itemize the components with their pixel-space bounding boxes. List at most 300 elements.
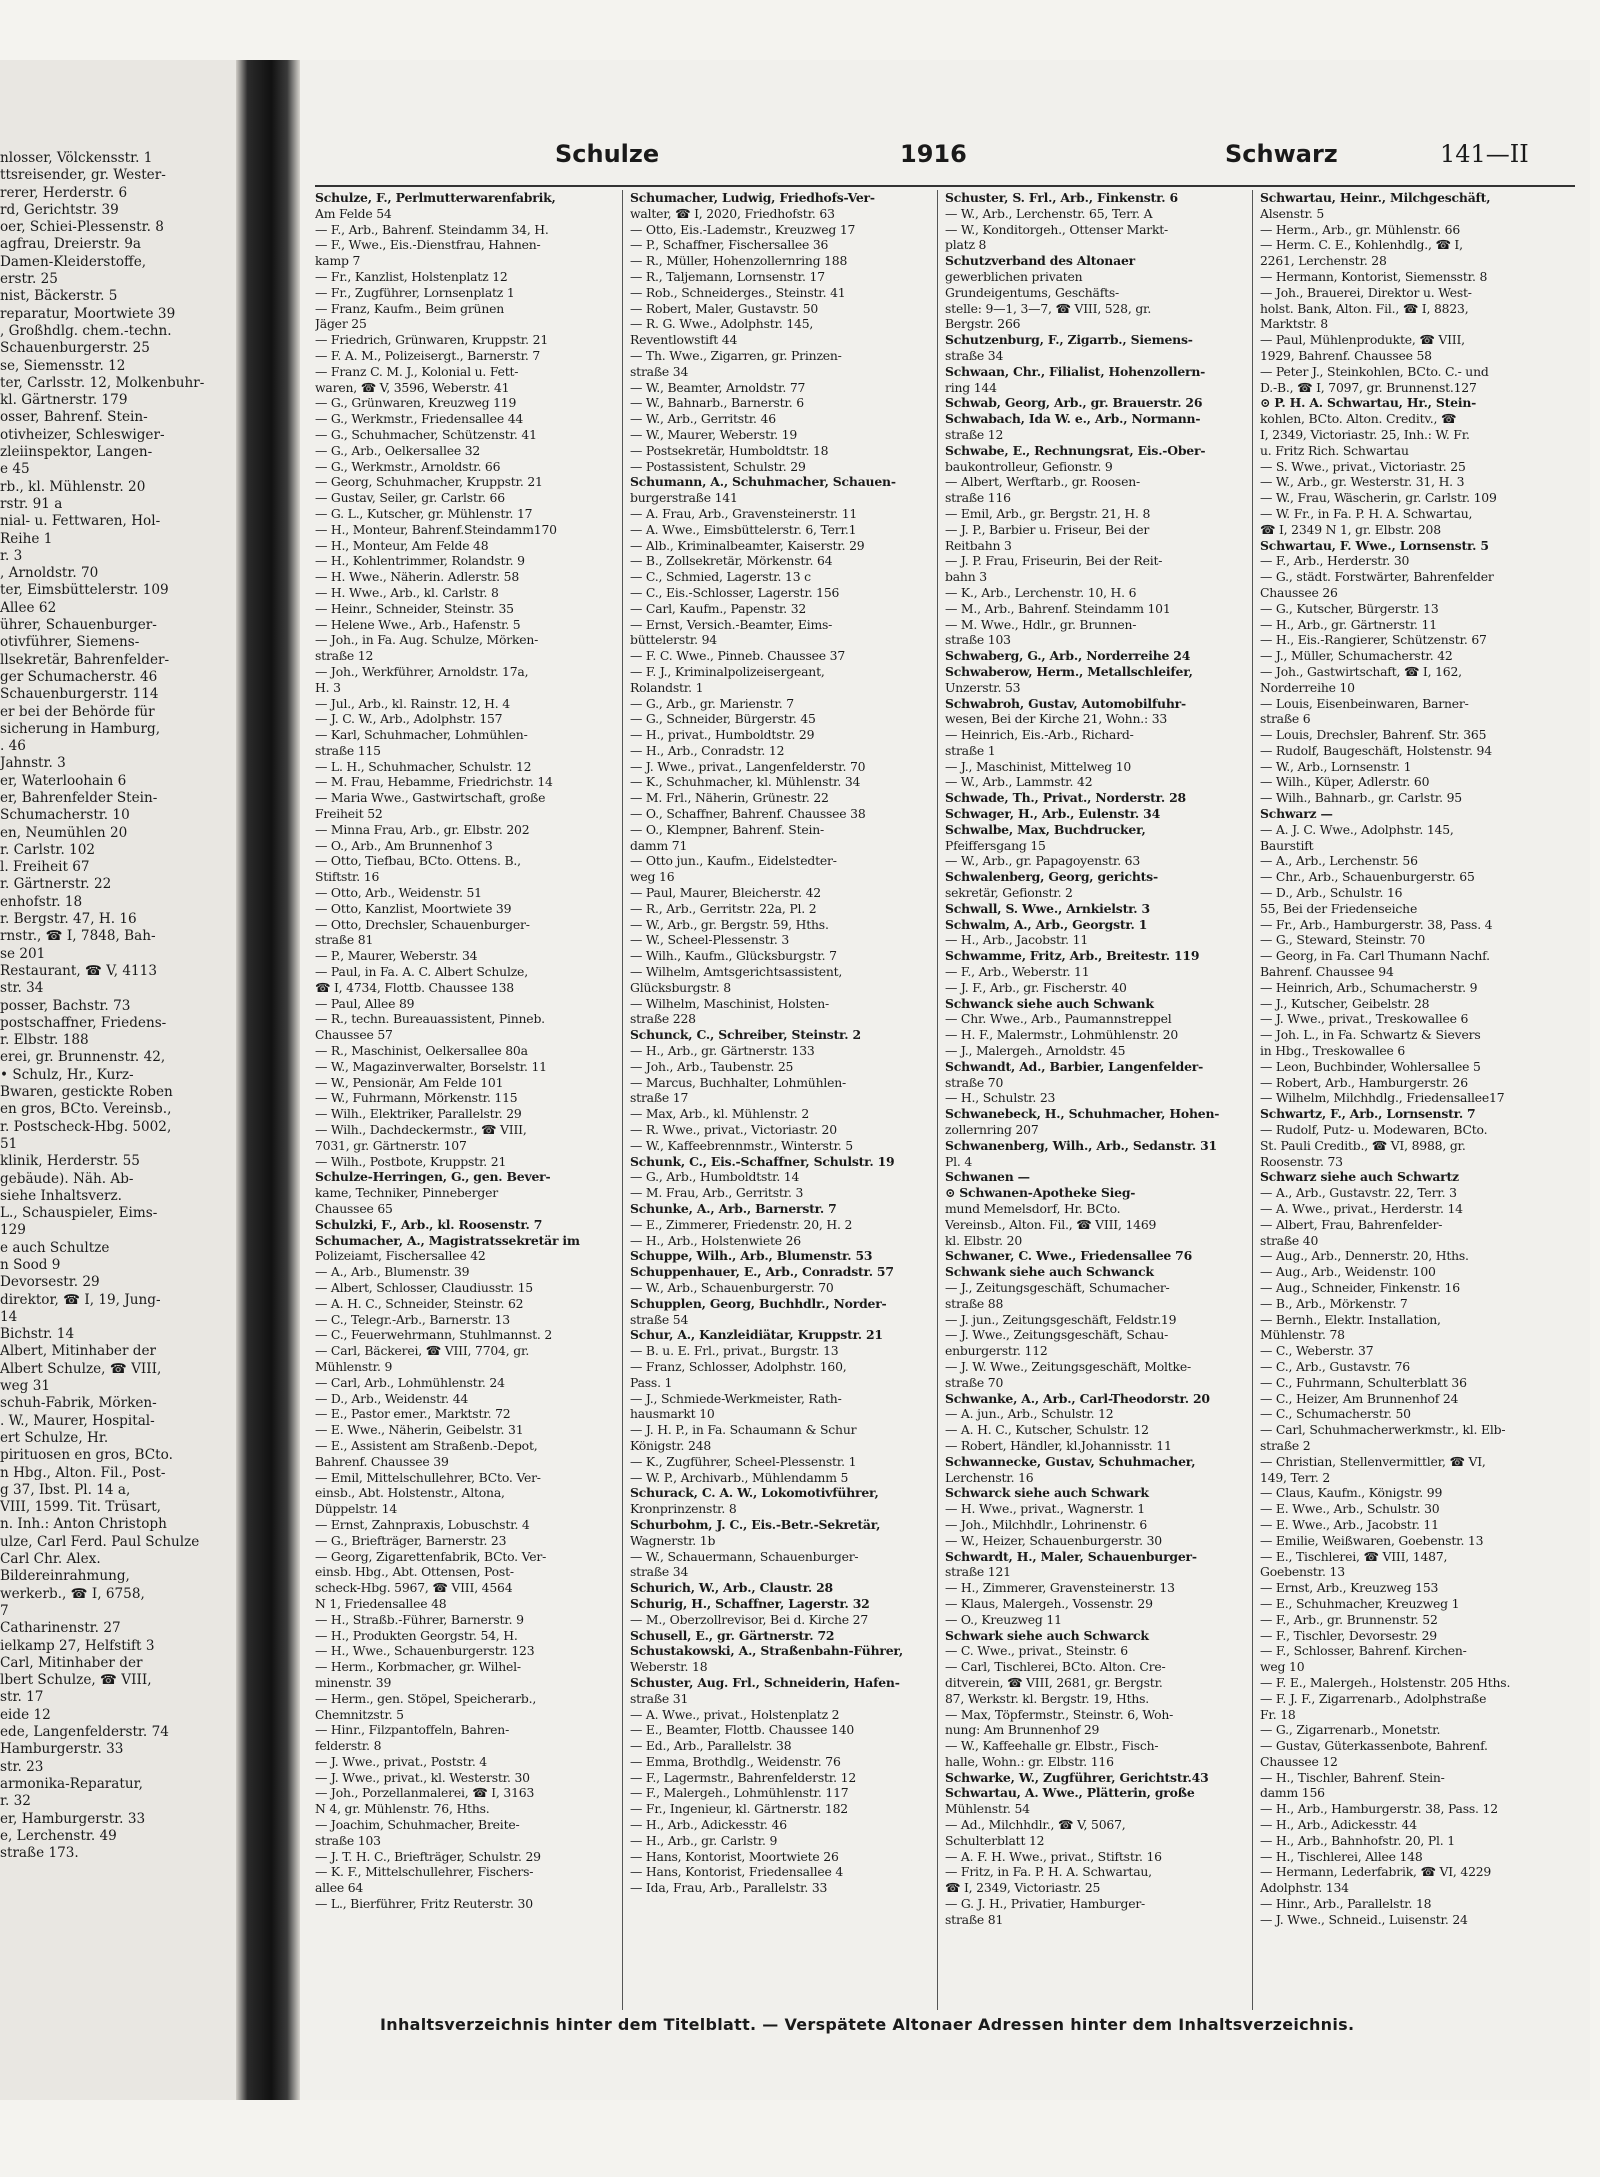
- directory-entry-line: 1929, Bahrenf. Chaussee 58: [1260, 347, 1432, 363]
- directory-entry-line: — M. Frau, Hebamme, Friedrichstr. 14: [315, 774, 553, 790]
- directory-entry-line: Schulze-Herringen, G., gen. Bever-: [315, 1169, 551, 1185]
- left-page-line: . W., Maurer, Hospital-: [0, 1412, 155, 1429]
- directory-entry-line: weg 16: [630, 869, 675, 885]
- directory-entry-line: — S. Wwe., privat., Victoriastr. 25: [1260, 458, 1466, 474]
- directory-entry-line: — J. Wwe., privat., Langenfelderstr. 70: [630, 758, 866, 774]
- directory-entry-line: — B., Arb., Mörkenstr. 7: [1260, 1295, 1408, 1311]
- left-page-line: str. 34: [0, 980, 44, 997]
- directory-entry-line: — Peter J., Steinkohlen, BCto. C.- und: [1260, 363, 1489, 379]
- directory-entry-line: I, 2349, Victoriastr. 25, Inh.: W. Fr.: [1260, 426, 1470, 442]
- directory-entry-line: — A., Arb., Lerchenstr. 56: [1260, 853, 1418, 869]
- left-page-line: erstr. 25: [0, 271, 58, 288]
- directory-entry-line: — J., Zeitungsgeschäft, Schumacher-: [945, 1279, 1170, 1295]
- directory-entry-line: straße 81: [945, 1911, 1004, 1927]
- directory-entry-line: Schumacher, A., Magistratssekretär im: [315, 1232, 580, 1248]
- directory-entry-line: — R., Taljemann, Lornsenstr. 17: [630, 268, 825, 284]
- directory-entry-line: — H., Kohlentrimmer, Rolandstr. 9: [315, 553, 525, 569]
- directory-entry-line: 87, Werkstr. kl. Bergstr. 19, Hths.: [945, 1690, 1150, 1706]
- directory-entry-line: Schunke, A., Arb., Barnerstr. 7: [630, 1201, 837, 1216]
- directory-entry-line: Schumann, A., Schuhmacher, Schauen-: [630, 474, 896, 490]
- left-page-line: Allee 62: [0, 599, 57, 616]
- directory-entry-line: — Joh., in Fa. Aug. Schulze, Mörken-: [315, 632, 539, 648]
- directory-entry-line: Königstr. 248: [630, 1437, 712, 1453]
- directory-entry-line: — Otto, Arb., Weidenstr. 51: [315, 885, 482, 901]
- directory-entry-line: — G., Schneider, Bürgerstr. 45: [630, 711, 816, 727]
- directory-entry-line: — Albert, Frau, Bahrenfelder-: [1260, 1216, 1443, 1232]
- directory-entry-line: straße 116: [945, 490, 1011, 506]
- left-page-line: nlosser, Völckensstr. 1: [0, 150, 153, 166]
- left-page-line: posser, Bachstr. 73: [0, 997, 131, 1014]
- page-header: [300, 140, 1590, 180]
- directory-entry-line: — E., Pastor emer., Marktstr. 72: [315, 1406, 511, 1422]
- directory-entry-line: straße 31: [630, 1690, 689, 1706]
- left-page-line: n Hbg., Alton. Fil., Post-: [0, 1464, 166, 1481]
- left-page-line: reparatur, Moortwiete 39: [0, 305, 176, 322]
- directory-entry-line: — Robert, Händler, kl.Johannisstr. 11: [945, 1437, 1172, 1453]
- directory-entry-line: — Paul, Allee 89: [315, 995, 415, 1011]
- left-page-line: gebäude). Näh. Ab-: [0, 1170, 134, 1187]
- left-page-line: n. Inh.: Anton Christoph: [0, 1516, 167, 1533]
- left-page-line: 14: [0, 1308, 18, 1325]
- directory-entry-line: — A., Arb., Blumenstr. 39: [315, 1264, 470, 1280]
- directory-entry-line: — G., Schuhmacher, Schützenstr. 41: [315, 426, 537, 442]
- directory-entry-line: Bergstr. 266: [945, 316, 1021, 332]
- directory-entry-line: — Albert, Schlosser, Claudiusstr. 15: [315, 1279, 533, 1295]
- directory-entry-line: Chemnitzstr. 5: [315, 1706, 404, 1722]
- directory-entry-line: — L. H., Schuhmacher, Schulstr. 12: [315, 758, 532, 774]
- directory-entry-line: — Gustav, Güterkassenbote, Bahrenf.: [1260, 1738, 1488, 1754]
- left-page-line: Carl, Mitinhaber der: [0, 1654, 143, 1671]
- directory-entry-line: — K. F., Mittelschullehrer, Fischers-: [315, 1864, 534, 1880]
- directory-entry-line: enburgerstr. 112: [945, 1343, 1048, 1359]
- directory-entry-line: — Otto jun., Kaufm., Eidelstedter-: [630, 853, 837, 869]
- directory-entry-line: — C., Heizer, Am Brunnenhof 24: [1260, 1390, 1459, 1406]
- directory-entry-line: — H., Arb., Conradstr. 12: [630, 742, 785, 758]
- directory-entry-line: — W., Magazinverwalter, Borselstr. 11: [315, 1058, 547, 1074]
- directory-entry-line: — Th. Wwe., Zigarren, gr. Prinzen-: [630, 347, 842, 363]
- left-page-line: r. Carlstr. 102: [0, 841, 96, 858]
- directory-entry-line: Baurstift: [1260, 837, 1314, 853]
- directory-entry-line: Schwaan, Chr., Filialist, Hohenzollern-: [945, 363, 1206, 379]
- directory-entry-line: — E., Assistent am Straßenb.-Depot,: [315, 1437, 538, 1453]
- directory-entry-line: — W., Konditorgeh., Ottenser Markt-: [945, 221, 1169, 237]
- directory-entry-line: — Chr. Wwe., Arb., Paumannstreppel: [945, 1011, 1172, 1027]
- directory-entry-line: — Fr., Arb., Hamburgerstr. 38, Pass. 4: [1260, 916, 1493, 932]
- directory-entry-line: Schwalbe, Max, Buchdrucker,: [945, 821, 1146, 837]
- directory-entry-line: — R. Wwe., privat., Victoriastr. 20: [630, 1122, 837, 1138]
- directory-entry-line: — A., Arb., Gustavstr. 22, Terr. 3: [1260, 1185, 1457, 1201]
- directory-entry-line: Schusell, E., gr. Gärtnerstr. 72: [630, 1627, 835, 1643]
- left-page-line: ert Schulze, Hr.: [0, 1429, 109, 1446]
- directory-entry-line: holst. Bank, Alton. Fil., ☎ I, 8823,: [1260, 300, 1469, 316]
- directory-entry-line: straße 2: [1260, 1437, 1311, 1453]
- directory-entry-line: — Rudolf, Baugeschäft, Holstenstr. 94: [1260, 742, 1492, 758]
- directory-entry-line: — Heinrich, Arb., Schumacherstr. 9: [1260, 979, 1478, 995]
- directory-entry-line: — W., Heizer, Schauenburgerstr. 30: [945, 1532, 1162, 1548]
- directory-entry-line: damm 71: [630, 837, 688, 853]
- left-page-line: Bichstr. 14: [0, 1326, 75, 1343]
- left-page-line: Bildereinrahmung,: [0, 1568, 130, 1585]
- left-page-line: oer, Schiei-Plessenstr. 8: [0, 219, 164, 236]
- directory-entry-line: — O., Arb., Am Brunnenhof 3: [315, 837, 493, 853]
- directory-entry-line: — G., Arb., Humboldtstr. 14: [630, 1169, 800, 1185]
- directory-entry-line: — Aug., Arb., Weidenstr. 100: [1260, 1264, 1436, 1280]
- directory-entry-line: — Joachim, Schuhmacher, Breite-: [315, 1817, 520, 1833]
- directory-column-1: [315, 190, 620, 1912]
- directory-entry-line: — H., Arb., Holstenwiete 26: [630, 1232, 801, 1248]
- directory-entry-line: — R. G. Wwe., Adolphstr. 145,: [630, 316, 814, 332]
- directory-entry-line: — W., Arb., Lammstr. 42: [945, 774, 1093, 790]
- directory-entry-line: — C., Weberstr. 37: [1260, 1343, 1374, 1359]
- directory-entry-line: — L., Bierführer, Fritz Reuterstr. 30: [315, 1896, 533, 1912]
- directory-entry-line: — Joh., Werkführer, Arnoldstr. 17a,: [315, 663, 529, 679]
- directory-entry-line: — C., Feuerwehrmann, Stuhlmannst. 2: [315, 1327, 553, 1343]
- directory-entry-line: — Rob., Schneiderges., Steinstr. 41: [630, 284, 846, 300]
- left-page-line: werkerb., ☎ I, 6758,: [0, 1585, 145, 1602]
- directory-entry-line: Schwarke, W., Zugführer, Gerichtstr.43: [945, 1769, 1209, 1785]
- left-page-line: r. 32: [0, 1793, 31, 1810]
- directory-entry-line: — K., Zugführer, Scheel-Plessenstr. 1: [630, 1453, 857, 1469]
- left-page-line: osser, Bahrenf. Stein-: [0, 409, 148, 426]
- directory-column-2: [630, 190, 935, 1896]
- directory-entry-line: burgerstraße 141: [630, 490, 738, 506]
- directory-entry-line: — W., Frau, Wäscherin, gr. Carlstr. 109: [1260, 490, 1497, 506]
- directory-entry-line: ⊙ P. H. A. Schwartau, Hr., Stein-: [1260, 395, 1477, 411]
- directory-entry-line: — Otto, Eis.-Lademstr., Kreuzweg 17: [630, 221, 856, 237]
- directory-entry-line: — A. H. C., Kutscher, Schulstr. 12: [945, 1422, 1149, 1438]
- directory-entry-line: — J. F., Arb., gr. Fischerstr. 40: [945, 979, 1127, 995]
- left-page-line: r. Elbstr. 188: [0, 1032, 89, 1049]
- directory-entry-line: — O., Klempner, Bahrenf. Stein-: [630, 821, 825, 837]
- directory-entry-line: — W. Fr., in Fa. P. H. A. Schwartau,: [1260, 505, 1473, 521]
- left-page-line: eide 12: [0, 1706, 51, 1723]
- directory-entry-line: — Max, Arb., kl. Mühlenstr. 2: [630, 1106, 810, 1122]
- directory-entry-line: Schutzverband des Altonaer: [945, 253, 1135, 269]
- directory-entry-line: Schwardt, H., Maler, Schauenburger-: [945, 1548, 1197, 1564]
- directory-entry-line: — Emil, Arb., gr. Bergstr. 21, H. 8: [945, 505, 1151, 521]
- left-page-line: Catharinenstr. 27: [0, 1620, 121, 1637]
- directory-entry-line: ☎ I, 4734, Flottb. Chaussee 138: [315, 979, 514, 995]
- directory-entry-line: straße 12: [315, 648, 374, 664]
- directory-entry-line: — Robert, Arb., Hamburgerstr. 26: [1260, 1074, 1468, 1090]
- left-page-line: straße 173.: [0, 1845, 79, 1862]
- directory-entry-line: — Ernst, Zahnpraxis, Lobuschstr. 4: [315, 1516, 530, 1532]
- left-page-line: str. 17: [0, 1689, 44, 1706]
- directory-entry-line: Schwalm, A., Arb., Georgstr. 1: [945, 916, 1148, 932]
- directory-entry-line: — H., privat., Humboldtstr. 29: [630, 727, 815, 743]
- directory-entry-line: — H., Tischlerei, Allee 148: [1260, 1848, 1423, 1864]
- directory-entry-line: straße 115: [315, 742, 381, 758]
- directory-entry-line: Chaussee 26: [1260, 584, 1338, 600]
- directory-entry-line: — Robert, Maler, Gustavstr. 50: [630, 300, 819, 316]
- directory-entry-line: Schwarck siehe auch Schwark: [945, 1485, 1149, 1501]
- directory-entry-line: 2261, Lerchenstr. 28: [1260, 253, 1387, 269]
- directory-entry-line: — C., Schmied, Lagerstr. 13 c: [630, 569, 811, 585]
- directory-entry-line: weg 10: [1260, 1659, 1305, 1675]
- directory-entry-line: Reitbahn 3: [945, 537, 1012, 553]
- directory-entry-line: St. Pauli Creditb., ☎ VI, 8988, gr.: [1260, 1137, 1466, 1153]
- directory-entry-line: — H., Arb., Adickesstr. 46: [630, 1817, 787, 1833]
- left-page-line: ulze, Carl Ferd. Paul Schulze: [0, 1533, 200, 1550]
- directory-entry-line: — A. Wwe., privat., Herderstr. 14: [1260, 1201, 1463, 1216]
- left-page-line: zleiinspektor, Langen-: [0, 444, 153, 461]
- directory-entry-line: — H. Wwe., privat., Wagnerstr. 1: [945, 1501, 1145, 1517]
- left-page-line: L., Schauspieler, Eims-: [0, 1205, 158, 1222]
- directory-entry-line: Schwab, Georg, Arb., gr. Brauerstr. 26: [945, 395, 1203, 411]
- directory-entry-line: straße 40: [1260, 1232, 1319, 1248]
- directory-entry-line: Chaussee 57: [315, 1027, 393, 1043]
- directory-entry-line: — J. Wwe., privat., Treskowallee 6: [1260, 1011, 1469, 1027]
- directory-entry-line: — E., Schuhmacher, Kreuzweg 1: [1260, 1595, 1460, 1611]
- directory-entry-line: — Paul, Mühlenprodukte, ☎ VIII,: [1260, 332, 1465, 348]
- directory-entry-line: — Joh., Brauerei, Direktor u. West-: [1260, 284, 1472, 300]
- directory-entry-line: — Fr., Zugführer, Lornsenplatz 1: [315, 284, 515, 300]
- left-page-line: pirituosen en gros, BCto.: [0, 1447, 173, 1464]
- directory-entry-line: — H., Arb., Hamburgerstr. 38, Pass. 12: [1260, 1801, 1498, 1817]
- directory-entry-line: — W., Fuhrmann, Mörkenstr. 115: [315, 1090, 518, 1106]
- directory-entry-line: — B. u. E. Frl., privat., Burgstr. 13: [630, 1343, 839, 1359]
- directory-entry-line: Schwarz siehe auch Schwartz: [1260, 1169, 1459, 1185]
- directory-entry-line: — W., Kaffeehalle gr. Elbstr., Fisch-: [945, 1738, 1159, 1754]
- directory-entry-line: — B., Zollsekretär, Mörkenstr. 64: [630, 553, 833, 569]
- directory-entry-line: — Fritz, in Fa. P. H. A. Schwartau,: [945, 1864, 1152, 1880]
- directory-entry-line: Schwank siehe auch Schwanck: [945, 1264, 1154, 1280]
- directory-entry-line: — Jul., Arb., kl. Rainstr. 12, H. 4: [315, 695, 510, 711]
- directory-entry-line: — Hinr., Filzpantoffeln, Bahren-: [315, 1722, 510, 1738]
- directory-entry-line: — Karl, Schuhmacher, Lohmühlen-: [315, 727, 528, 743]
- left-page-line: str. 23: [0, 1758, 44, 1775]
- directory-entry-line: kamp 7: [315, 253, 361, 269]
- left-page-line: er, Waterloohain 6: [0, 772, 127, 789]
- directory-entry-line: straße 103: [945, 632, 1011, 648]
- directory-entry-line: — Chr., Arb., Schauenburgerstr. 65: [1260, 869, 1475, 885]
- directory-entry-line: — A. H. C., Schneider, Steinstr. 62: [315, 1295, 524, 1311]
- directory-entry-line: ⊙ Schwanen-Apotheke Sieg-: [945, 1185, 1136, 1201]
- directory-entry-line: — H. Wwe., Arb., kl. Carlstr. 8: [315, 584, 499, 600]
- directory-entry-line: — F. A. M., Polizeisergt., Barnerstr. 7: [315, 347, 541, 363]
- directory-entry-line: — G., Grünwaren, Kreuzweg 119: [315, 395, 517, 411]
- directory-entry-line: Pfeiffersgang 15: [945, 837, 1046, 853]
- directory-entry-line: — Fr., Kanzlist, Holstenplatz 12: [315, 268, 508, 284]
- directory-entry-line: — Wilh., Postbote, Kruppstr. 21: [315, 1153, 507, 1169]
- directory-entry-line: — G., Zigarrenarb., Monetstr.: [1260, 1722, 1441, 1738]
- directory-entry-line: Mühlenstr. 9: [315, 1358, 393, 1374]
- directory-entry-line: Schumacher, Ludwig, Friedhofs-Ver-: [630, 190, 875, 205]
- directory-entry-line: — J., Kutscher, Geibelstr. 28: [1260, 995, 1430, 1011]
- directory-entry-line: Schwanenberg, Wilh., Arb., Sedanstr. 31: [945, 1137, 1217, 1153]
- directory-entry-line: straße 121: [945, 1564, 1011, 1580]
- directory-entry-line: — Hermann, Kontorist, Siemensstr. 8: [1260, 268, 1488, 284]
- directory-entry-line: — O., Schaffner, Bahrenf. Chaussee 38: [630, 806, 866, 822]
- directory-entry-line: — Hermann, Lederfabrik, ☎ VI, 4229: [1260, 1864, 1492, 1880]
- directory-entry-line: — Gustav, Seiler, gr. Carlstr. 66: [315, 490, 505, 506]
- directory-entry-line: — Ida, Frau, Arb., Parallelstr. 33: [630, 1880, 828, 1896]
- directory-entry-line: — J. Wwe., Schneid., Luisenstr. 24: [1260, 1911, 1468, 1927]
- directory-entry-line: — P., Maurer, Weberstr. 34: [315, 948, 478, 964]
- directory-entry-line: Bahrenf. Chaussee 39: [315, 1453, 449, 1469]
- directory-entry-line: — D., Arb., Schulstr. 16: [1260, 885, 1403, 901]
- directory-entry-line: — Wilh., Kaufm., Glücksburgstr. 7: [630, 948, 837, 964]
- left-page-line: r. Bergstr. 47, H. 16: [0, 911, 137, 928]
- directory-entry-line: — Joh., Porzellanmalerei, ☎ I, 3163: [315, 1785, 535, 1801]
- directory-entry-line: — Louis, Eisenbeinwaren, Barner-: [1260, 695, 1469, 711]
- directory-entry-line: — Carl, Arb., Lohmühlenstr. 24: [315, 1374, 505, 1390]
- directory-entry-line: — E., Tischlerei, ☎ VIII, 1487,: [1260, 1548, 1448, 1564]
- directory-entry-line: — Aug., Schneider, Finkenstr. 16: [1260, 1279, 1460, 1295]
- directory-entry-line: straße 70: [945, 1074, 1004, 1090]
- directory-entry-line: — R., techn. Bureauassistent, Pinneb.: [315, 1011, 545, 1027]
- directory-entry-line: — Ernst, Arb., Kreuzweg 153: [1260, 1580, 1439, 1596]
- directory-entry-line: — Carl, Tischlerei, BCto. Alton. Cre-: [945, 1659, 1166, 1675]
- directory-entry-line: — W., Kaffeebrennmstr., Winterstr. 5: [630, 1137, 853, 1153]
- directory-entry-line: Schwaberow, Herm., Metallschleifer,: [945, 663, 1193, 679]
- directory-entry-line: — H., Zimmerer, Gravensteinerstr. 13: [945, 1580, 1175, 1596]
- directory-entry-line: — M. Frl., Näherin, Grünestr. 22: [630, 790, 829, 806]
- directory-entry-line: — G. L., Kutscher, gr. Mühlenstr. 17: [315, 505, 533, 521]
- left-page-line: er, Bahrenfelder Stein-: [0, 789, 158, 806]
- left-page-line: rerer, Herderstr. 6: [0, 184, 128, 201]
- directory-entry-line: — J. Wwe., Zeitungsgeschäft, Schau-: [945, 1327, 1169, 1343]
- directory-entry-line: Wagnerstr. 1b: [630, 1532, 716, 1548]
- directory-entry-line: Lerchenstr. 16: [945, 1469, 1034, 1485]
- directory-entry-line: — G., Arb., Oelkersallee 32: [315, 442, 481, 458]
- left-page-line: en, Neumühlen 20: [0, 824, 128, 841]
- directory-entry-line: — E. Wwe., Arb., Jacobstr. 11: [1260, 1516, 1439, 1532]
- directory-entry-line: Schuppe, Wilh., Arb., Blumenstr. 53: [630, 1248, 873, 1264]
- directory-entry-line: H. 3: [315, 679, 341, 695]
- directory-entry-line: — W. P., Archivarb., Mühlendamm 5: [630, 1469, 849, 1485]
- directory-entry-line: büttelerstr. 94: [630, 632, 717, 648]
- directory-entry-line: Schwall, S. Wwe., Arnkielstr. 3: [945, 900, 1150, 916]
- left-page-line: VIII, 1599. Tit. Trüsart,: [0, 1499, 162, 1516]
- directory-entry-line: — W., Beamter, Arnoldstr. 77: [630, 379, 806, 395]
- directory-entry-line: — Heinrich, Eis.-Arb., Richard-: [945, 727, 1134, 743]
- directory-entry-line: — Christian, Stellenvermittler, ☎ VI,: [1260, 1453, 1486, 1469]
- directory-entry-line: — H., Arb., gr. Gärtnerstr. 11: [1260, 616, 1437, 632]
- directory-entry-line: — Joh., Milchhdlr., Lohrinenstr. 6: [945, 1516, 1148, 1532]
- directory-entry-line: — J., Maschinist, Mittelweg 10: [945, 758, 1132, 774]
- directory-entry-line: — C., Eis.-Schlosser, Lagerstr. 156: [630, 584, 840, 600]
- directory-entry-line: — H., Produkten Georgstr. 54, H.: [315, 1627, 518, 1643]
- directory-entry-line: Schurich, W., Arb., Claustr. 28: [630, 1580, 833, 1596]
- directory-entry-line: — W., Arb., gr. Westerstr. 31, H. 3: [1260, 474, 1465, 490]
- directory-entry-line: Chaussee 65: [315, 1201, 393, 1216]
- directory-entry-line: Schurbohm, J. C., Eis.-Betr.-Sekretär,: [630, 1516, 881, 1532]
- directory-entry-line: — Postassistent, Schulstr. 29: [630, 458, 806, 474]
- directory-entry-line: — E., Zimmerer, Friedenstr. 20, H. 2: [630, 1216, 853, 1232]
- directory-entry-line: — H., Arb., gr. Carlstr. 9: [630, 1832, 778, 1848]
- left-page-line: , Großhdlg. chem.-techn.: [0, 322, 172, 339]
- directory-entry-line: — J., Malergeh., Arnoldstr. 45: [945, 1043, 1126, 1059]
- directory-entry-line: — F., Schlosser, Bahrenf. Kirchen-: [1260, 1643, 1467, 1659]
- directory-entry-line: — J., Schmiede-Werkmeister, Rath-: [630, 1390, 842, 1406]
- directory-entry-line: Pass. 1: [630, 1374, 673, 1390]
- directory-entry-line: platz 8: [945, 237, 987, 253]
- column-divider: [1252, 190, 1253, 2010]
- directory-entry-line: — F., Arb., gr. Brunnenstr. 52: [1260, 1611, 1438, 1627]
- directory-entry-line: — W., Arb., Lerchenstr. 65, Terr. A: [945, 205, 1153, 221]
- left-page-line: Albert, Mitinhaber der: [0, 1343, 157, 1360]
- directory-entry-line: Jäger 25: [315, 316, 367, 332]
- left-page-line: Albert Schulze, ☎ VIII,: [0, 1360, 162, 1377]
- directory-entry-line: Schwade, Th., Privat., Norderstr. 28: [945, 790, 1186, 806]
- left-page-line: nist, Bäckerstr. 5: [0, 288, 118, 305]
- left-page-line: ielkamp 27, Helfstift 3: [0, 1637, 155, 1654]
- left-page-line: Schauenburgerstr. 114: [0, 686, 159, 703]
- header-year: 1916: [900, 140, 967, 168]
- directory-entry-line: Schwaberg, G., Arb., Norderreihe 24: [945, 648, 1191, 664]
- directory-entry-line: — H. Wwe., Näherin. Adlerstr. 58: [315, 569, 520, 585]
- directory-entry-line: Weberstr. 18: [630, 1659, 708, 1675]
- directory-entry-line: — Carl, Schuhmacherwerkmstr., kl. Elb-: [1260, 1422, 1506, 1438]
- directory-entry-line: — Friedrich, Grünwaren, Kruppstr. 21: [315, 332, 549, 348]
- left-page-line: ter, Carlsstr. 12, Molkenbuhr-: [0, 374, 205, 391]
- directory-entry-line: — Paul, Maurer, Bleicherstr. 42: [630, 885, 821, 901]
- directory-entry-line: — Hinr., Arb., Parallelstr. 18: [1260, 1896, 1432, 1912]
- left-page-line: n Sood 9: [0, 1257, 61, 1273]
- directory-entry-line: — M. Frau, Arb., Gerritstr. 3: [630, 1185, 804, 1201]
- directory-entry-line: straße 54: [630, 1311, 689, 1327]
- directory-entry-line: Schurack, C. A. W., Lokomotivführer,: [630, 1485, 879, 1501]
- directory-entry-line: — W., Arb., gr. Bergstr. 59, Hths.: [630, 916, 829, 932]
- directory-entry-line: — F., Arb., Herderstr. 30: [1260, 553, 1410, 569]
- directory-entry-line: — Otto, Kanzlist, Moortwiete 39: [315, 900, 512, 916]
- directory-entry-line: Schwartau, A. Wwe., Plätterin, große: [945, 1785, 1195, 1801]
- directory-entry-line: kame, Techniker, Pinneberger: [315, 1185, 498, 1201]
- left-page-line: er bei der Behörde für: [0, 703, 155, 720]
- directory-entry-line: — Claus, Kaufm., Königstr. 99: [1260, 1485, 1443, 1501]
- directory-entry-line: Pl. 4: [945, 1153, 973, 1169]
- directory-entry-line: — Georg, in Fa. Carl Thumann Nachf.: [1260, 948, 1490, 964]
- directory-entry-line: Schwamme, Fritz, Arb., Breitestr. 119: [945, 948, 1200, 964]
- left-page-line: kl. Gärtnerstr. 179: [0, 392, 128, 409]
- directory-entry-line: Polizeiamt, Fischersallee 42: [315, 1248, 486, 1264]
- directory-entry-line: damm 156: [1260, 1785, 1325, 1801]
- directory-entry-line: Schwanke, A., Arb., Carl-Theodorstr. 20: [945, 1390, 1210, 1406]
- directory-entry-line: — Aug., Arb., Dennerstr. 20, Hths.: [1260, 1248, 1469, 1264]
- directory-entry-line: — Max, Töpfermstr., Steinstr. 6, Woh-: [945, 1706, 1174, 1722]
- directory-entry-line: straße 81: [315, 932, 374, 948]
- directory-entry-line: — W., Pensionär, Am Felde 101: [315, 1074, 504, 1090]
- directory-entry-line: Vereinsb., Alton. Fil., ☎ VIII, 1469: [945, 1216, 1157, 1232]
- directory-entry-line: Schwager, H., Arb., Eulenstr. 34: [945, 806, 1161, 822]
- directory-entry-line: minenstr. 39: [315, 1674, 392, 1690]
- directory-entry-line: — A. Wwe., Eimsbüttelerstr. 6, Terr.1: [630, 521, 857, 537]
- left-page-line: ede, Langenfelderstr. 74: [0, 1724, 169, 1741]
- directory-entry-line: — H., Arb., gr. Gärtnerstr. 133: [630, 1043, 815, 1059]
- directory-entry-line: Chaussee 12: [1260, 1753, 1338, 1769]
- directory-entry-line: — J. jun., Zeitungsgeschäft, Feldstr.19: [945, 1311, 1177, 1327]
- directory-entry-line: — F. E., Malergeh., Holstenstr. 205 Hths.: [1260, 1674, 1511, 1690]
- left-page-line: Schumacherstr. 10: [0, 807, 130, 824]
- directory-entry-line: — H. F., Malermstr., Lohmühlenstr. 20: [945, 1027, 1179, 1043]
- directory-entry-line: — H., Wwe., Schauenburgerstr. 123: [315, 1643, 535, 1659]
- directory-entry-line: — C. Wwe., privat., Steinstr. 6: [945, 1643, 1128, 1659]
- directory-entry-line: 149, Terr. 2: [1260, 1469, 1331, 1485]
- left-page-line: 129: [0, 1222, 26, 1239]
- directory-entry-line: Schwanebeck, H., Schuhmacher, Hohen-: [945, 1106, 1220, 1122]
- directory-entry-line: bahn 3: [945, 569, 987, 585]
- directory-entry-line: straße 1: [945, 742, 996, 758]
- directory-entry-line: — C., Arb., Gustavstr. 76: [1260, 1358, 1410, 1374]
- directory-entry-line: — Minna Frau, Arb., gr. Elbstr. 202: [315, 821, 530, 837]
- directory-entry-line: N 1, Friedensallee 48: [315, 1595, 447, 1611]
- left-page-text: [0, 150, 236, 1862]
- directory-entry-line: waren, ☎ V, 3596, Weberstr. 41: [315, 379, 510, 395]
- directory-entry-line: — Georg, Schuhmacher, Kruppstr. 21: [315, 474, 543, 490]
- directory-entry-line: ☎ I, 2349 N 1, gr. Elbstr. 208: [1260, 521, 1441, 537]
- book-gutter: [236, 60, 300, 2100]
